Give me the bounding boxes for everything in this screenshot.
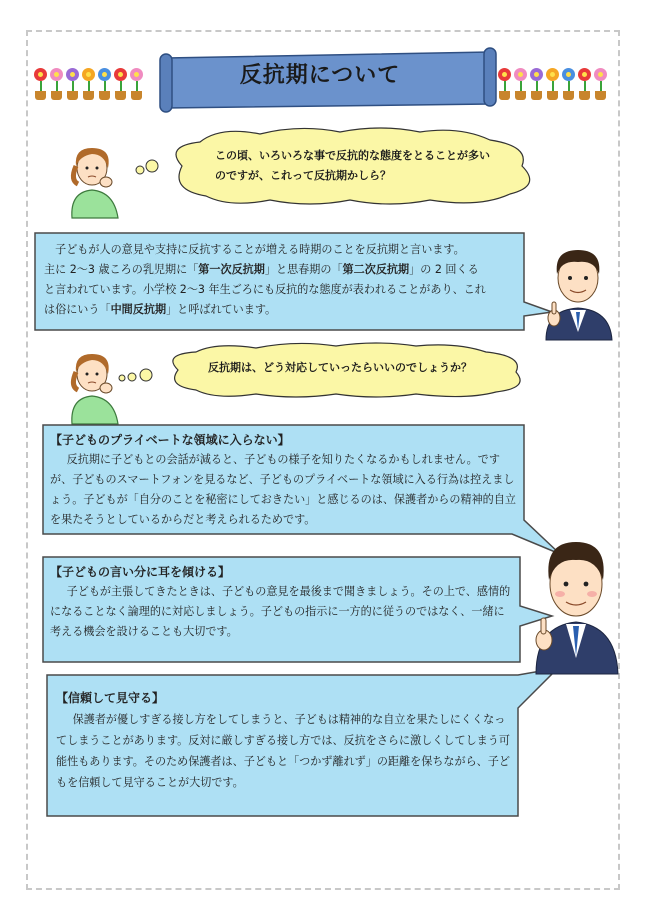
tip-2: 【子どもの言い分に耳を傾ける】 子どもが主張してきたときは、子どもの意見を最後まで聞きましょう。その上で、感情的 になることなく論理的に対応しましょう。子どもの指示に一方的に従うのではなく、一緒に 考える機会を設けることも大切です。 — [50, 562, 520, 642]
tip-1: 【子どものプライベートな領域に入らない】 反抗期に子どもとの会話が減ると、子どもの様子を知りたくなるかもしれません。です が、子どものスマートフォンを見るなど、子どものプライベートな領域に入る行為は控えまし ょう。子どもが「自分のことを秘密にしておきたい」と感じるのは、保護者からの精神的自立 を果たそうとしているからだと考えられるためです。 — [50, 430, 520, 530]
flower-pot-icon — [50, 66, 63, 100]
tip-heading-3: 【信頼して見守る】 — [56, 691, 165, 705]
mother-thinking-icon — [62, 140, 126, 218]
tip-heading-2: 【子どもの言い分に耳を傾ける】 — [50, 565, 231, 579]
flower-row-right — [498, 66, 607, 102]
teacher-pointing-icon — [530, 528, 622, 674]
teacher-pointing-icon — [540, 240, 616, 340]
flower-row-left — [34, 66, 143, 102]
page-title: 反抗期について — [239, 63, 401, 88]
tip-3: 【信頼して見守る】 保護者が優しすぎる接し方をしてしまうと、子どもは精神的な自立を果たしにくくなっ てしまうことがあります。反対に厳しすぎる接し方では、反抗をさらに激しくしてしまう可 能性もあります。そのため保護者は、子どもと「つかず離れず」の距離を保ちながら、子ど もを信頼して見守ることが大切です。 — [56, 688, 526, 793]
flower-pot-icon — [562, 66, 575, 100]
flower-pot-icon — [98, 66, 111, 100]
flower-pot-icon — [546, 66, 559, 100]
flower-pot-icon — [594, 66, 607, 100]
question-text-1: この頃、いろいろな事で反抗的な態度をとることが多い のですが、これって反抗期かしら？ — [215, 149, 490, 182]
tip-heading-1: 【子どものプライベートな領域に入らない】 — [50, 433, 290, 447]
question-text-2: 反抗期は、どう対応していったらいいのでしょうか？ — [208, 361, 472, 374]
flower-pot-icon — [498, 66, 511, 100]
flower-pot-icon — [66, 66, 79, 100]
answer-text: 子どもが人の意見や支持に反抗することが増える時期のことを反抗期と言います。 主に 2～3 歳ころの乳児期に「第一次反抗期」と思春期の「第二次反抗期」の 2 回くる と言われています。小学校 2～3 年生ごろにも反抗的な態度が表われることがあり、これ は俗にいう「中間反抗期」と呼ばれています。 — [44, 243, 486, 316]
flower-pot-icon — [130, 66, 143, 100]
flower-pot-icon — [34, 66, 47, 100]
flower-pot-icon — [82, 66, 95, 100]
flower-pot-icon — [514, 66, 527, 100]
flower-pot-icon — [114, 66, 127, 100]
flower-pot-icon — [578, 66, 591, 100]
flower-pot-icon — [530, 66, 543, 100]
